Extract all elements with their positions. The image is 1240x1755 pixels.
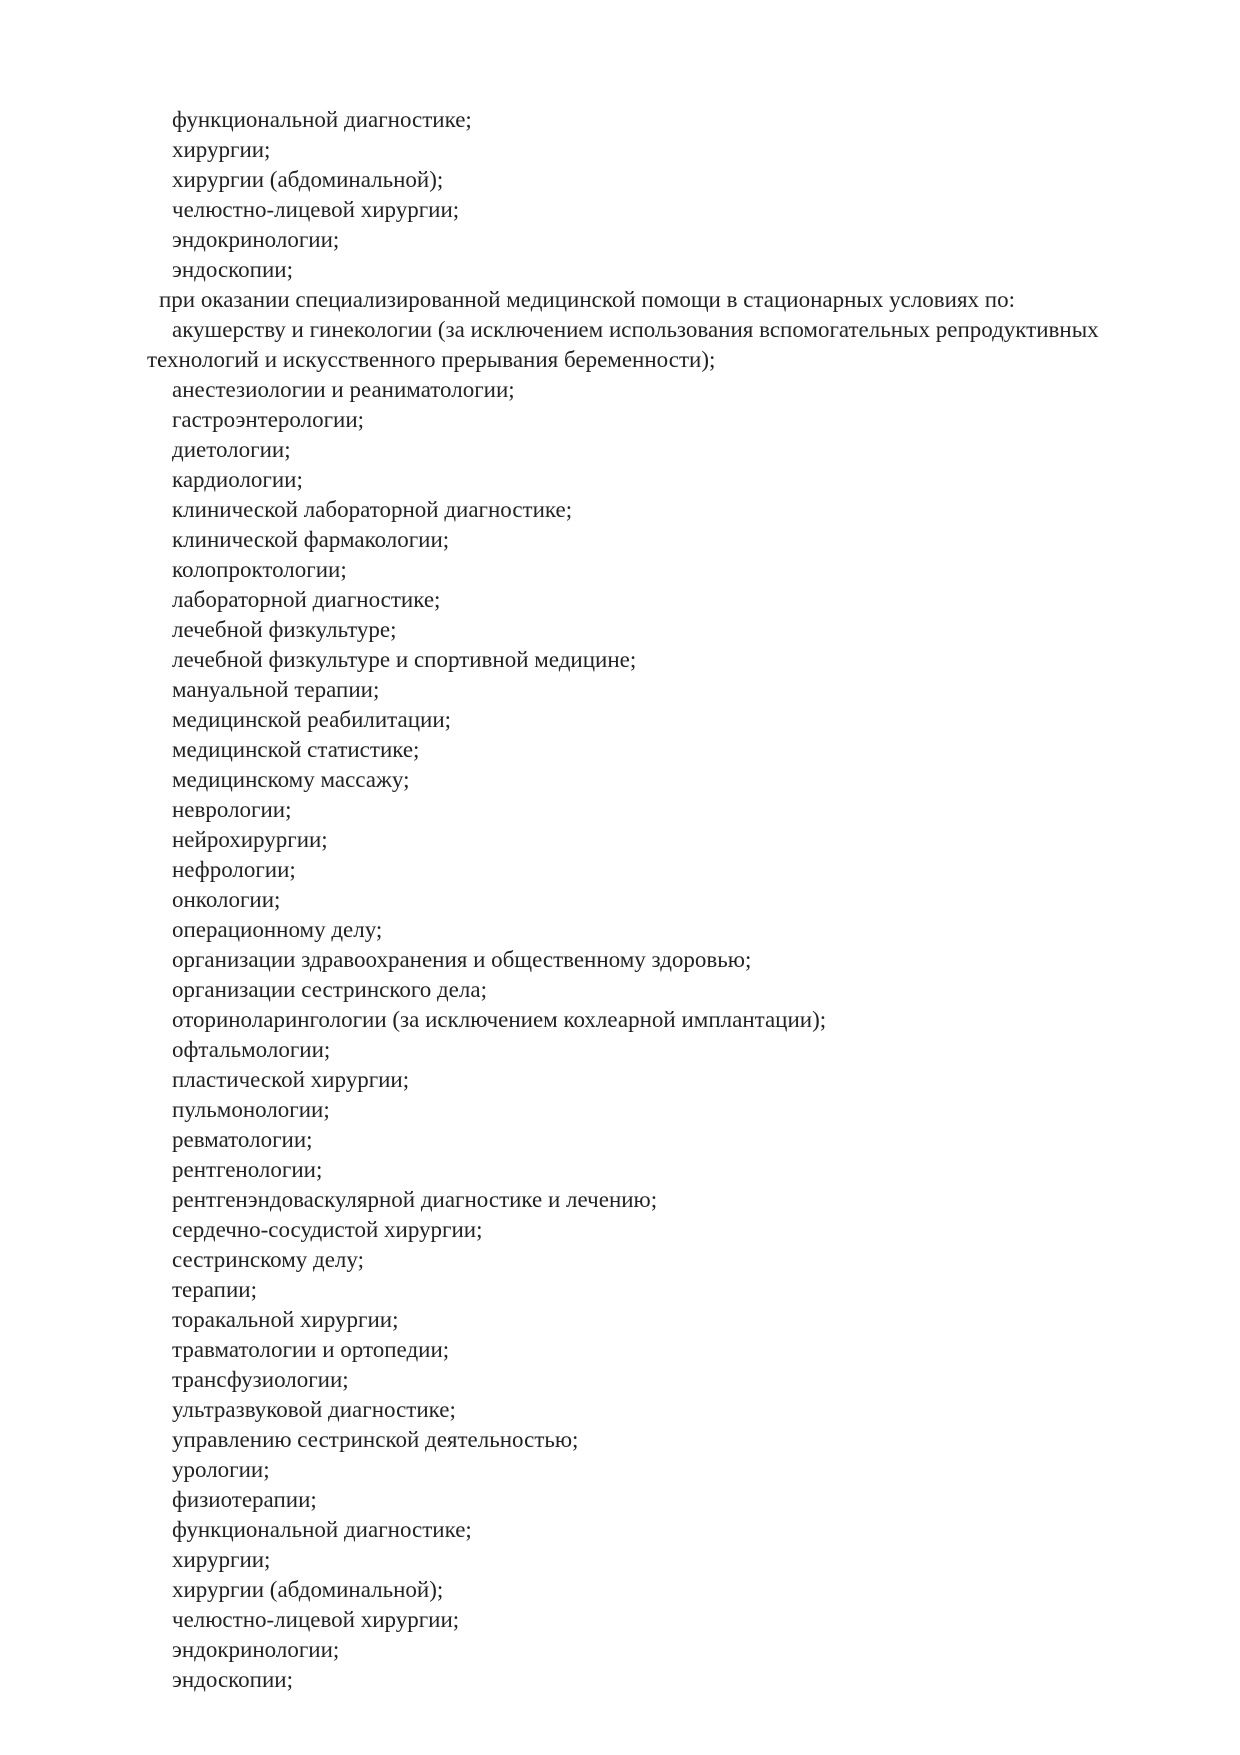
list-item: рентгенологии; (172, 1157, 323, 1182)
list-item: урологии; (172, 1457, 270, 1482)
section-heading: при оказании специализированной медицинской помощи в стационарных условиях по: (159, 287, 1015, 312)
list-item: диетологии; (172, 437, 291, 462)
list-item: медицинской реабилитации; (172, 707, 452, 732)
list-item: колопроктологии; (172, 557, 347, 582)
list-item: трансфузиологии; (172, 1367, 349, 1392)
list-item: хирургии; (172, 1547, 271, 1572)
list-item: эндокринологии; (172, 1637, 340, 1662)
list-item: оториноларингологии (за исключением кохлеарной имплантации); (172, 1007, 827, 1032)
list-item: челюстно-лицевой хирургии; (172, 1607, 460, 1632)
list-item: пластической хирургии; (172, 1067, 410, 1092)
list-item: неврологии; (172, 797, 292, 822)
list-item: хирургии (абдоминальной); (172, 167, 444, 192)
list-item: функциональной диагностике; (172, 107, 472, 132)
list-item: травматологии и ортопедии; (172, 1337, 450, 1362)
list-item: ультразвуковой диагностике; (172, 1397, 456, 1422)
list-item: торакальной хирургии; (172, 1307, 399, 1332)
list-item: хирургии; (172, 137, 271, 162)
list-item: лабораторной диагностике; (172, 587, 441, 612)
list-item: организации сестринского дела; (172, 977, 487, 1002)
document-text (0, 105, 1240, 1695)
list-item: лечебной физкультуре; (172, 617, 397, 642)
list-item-obstetrics-line2: технологий и искусственного прерывания беременности); (147, 347, 716, 372)
list-item: медицинскому массажу; (172, 767, 410, 792)
list-item: эндоскопии; (172, 257, 293, 282)
list-item-obstetrics-line1: акушерству и гинекологии (за исключением использования вспомогательных репродуктивных (172, 317, 1099, 342)
list-item: сердечно-сосудистой хирургии; (172, 1217, 483, 1242)
list-item: эндокринологии; (172, 227, 340, 252)
list-item: физиотерапии; (172, 1487, 317, 1512)
list-item: медицинской статистике; (172, 737, 420, 762)
list-item: клинической фармакологии; (172, 527, 450, 552)
list-item: ревматологии; (172, 1127, 313, 1152)
list-item: челюстно-лицевой хирургии; (172, 197, 460, 222)
list-item: функциональной диагностике; (172, 1517, 472, 1542)
list-item: онкологии; (172, 887, 281, 912)
list-item: сестринскому делу; (172, 1247, 364, 1272)
list-item: лечебной физкультуре и спортивной медицине; (172, 647, 637, 672)
list-item: гастроэнтерологии; (172, 407, 365, 432)
list-item: анестезиологии и реаниматологии; (172, 377, 515, 402)
list-item: рентгенэндоваскулярной диагностике и лечению; (172, 1187, 658, 1212)
list-item: мануальной терапии; (172, 677, 380, 702)
list-item: клинической лабораторной диагностике; (172, 497, 573, 522)
list-item: нефрологии; (172, 857, 296, 882)
list-item: эндоскопии; (172, 1667, 293, 1692)
list-item: хирургии (абдоминальной); (172, 1577, 444, 1602)
list-item: терапии; (172, 1277, 257, 1302)
list-item: пульмонологии; (172, 1097, 330, 1122)
list-item: управлению сестринской деятельностью; (172, 1427, 579, 1452)
list-item: офтальмологии; (172, 1037, 331, 1062)
list-item: нейрохирургии; (172, 827, 328, 852)
list-item: кардиологии; (172, 467, 303, 492)
list-item: операционному делу; (172, 917, 383, 942)
list-item: организации здравоохранения и общественному здоровью; (172, 947, 752, 972)
